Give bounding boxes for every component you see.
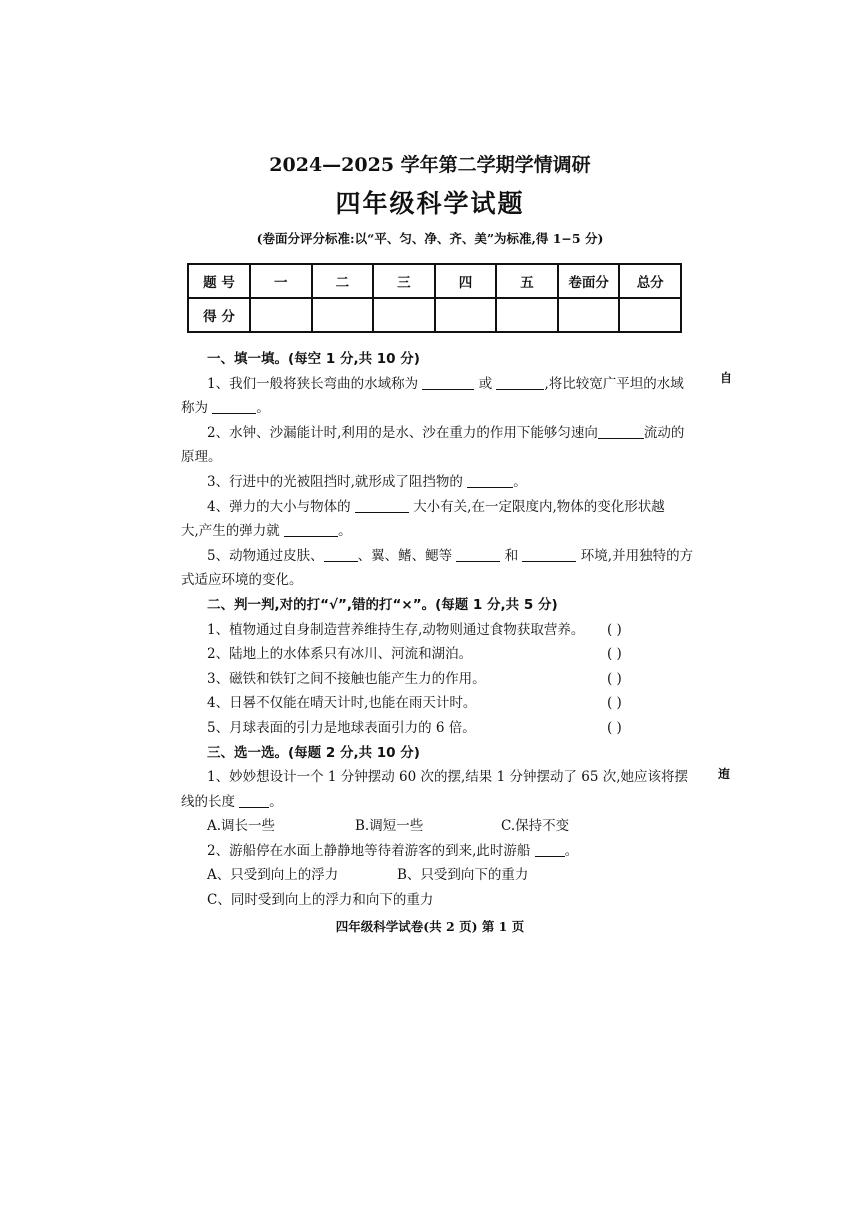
answer-blank[interactable] [324,547,358,562]
answer-parentheses[interactable]: ( ) [607,646,622,663]
fill-question-3 [181,470,691,495]
cq2-text-b: 。 [564,842,579,859]
answer-blank[interactable] [456,547,500,562]
judge-statement: 4、日晷不仅能在晴天计时,也能在雨天计时。 [207,695,477,712]
cq2-text-a: 2、游船停在水面上静静地等待着游客的到来,此时游船 [207,842,531,859]
answer-blank[interactable] [212,399,256,414]
score-header-5: 五 [496,264,558,298]
section3-title: 三、选一选。(每题 2 分,共 10 分) [207,744,420,761]
score-cell [496,298,558,332]
score-cell [250,298,312,332]
score-header-question-no: 题 号 [188,264,250,298]
choice-question-2-options-cont [181,888,691,913]
exam-period-title: 2024—2025 学年第二学期学情调研 [269,154,591,176]
q4-text-a: 4、弹力的大小与物体的 [207,498,351,515]
option-c[interactable]: C、同时受到向上的浮力和向下的重力 [207,892,434,909]
score-header-1: 一 [250,264,312,298]
answer-blank[interactable] [239,793,269,808]
cq1-text-b: 线的长度 [181,793,235,810]
cq1-text-a: 1、妙妙想设计一个 1 分钟摆动 60 次的摆,结果 1 分钟摆动了 65 次,她应该将摆 [207,769,689,786]
judge-item-2 [181,642,691,667]
q1-text-a: 1、我们一般将狭长弯曲的水域称为 [207,375,419,392]
question-content [181,347,694,913]
q2-text-a: 2、水钟、沙漏能计时,利用的是水、沙在重力的作用下能够匀速向 [207,424,598,441]
fill-question-4-cont [181,519,691,544]
judge-statement: 3、磁铁和铁钉之间不接触也能产生力的作用。 [207,670,486,687]
score-cell [558,298,620,332]
q2-text-b: 流动的 [643,424,685,441]
q5-text-a: 5、动物通过皮肤、 [207,547,324,564]
margin-mark-middle: 迶 [718,767,731,781]
score-header-total: 总分 [619,264,681,298]
judge-statement: 2、陆地上的水体系只有冰川、河流和湖泊。 [207,646,473,663]
score-table-score-row [188,298,681,332]
q3-text-a: 3、行进中的光被阻挡时,就形成了阻挡物的 [207,473,463,490]
q1-text-b: 或 [478,375,493,392]
fill-question-4 [181,495,691,520]
answer-parentheses[interactable]: ( ) [607,719,622,736]
q5-text-e: 式适应环境的变化。 [181,572,303,589]
answer-blank[interactable] [284,522,338,537]
fill-question-2-cont [181,445,691,470]
q4-text-b: 大小有关,在一定限度内,物体的变化形状越 [413,498,665,515]
score-row-label: 得 分 [188,298,250,332]
answer-parentheses[interactable]: ( ) [607,670,622,687]
fill-question-2 [181,421,691,446]
q5-text-b: 、翼、鳍、鳃等 [357,547,453,564]
option-c[interactable]: C.保持不变 [501,818,570,835]
option-a[interactable]: A.调长一些 [207,818,276,835]
section1-title: 一、填一填。(每空 1 分,共 10 分) [207,351,420,367]
answer-parentheses[interactable]: ( ) [607,621,622,638]
choice-question-2 [181,839,691,864]
score-table-header-row [188,264,681,298]
judge-statement: 1、植物通过自身制造营养维持生存,动物则通过食物获取营养。 [207,621,585,638]
score-header-2: 二 [312,264,374,298]
q1-text-c: ,将比较宽广平坦的水域 [544,375,684,392]
answer-blank[interactable] [496,375,544,390]
fill-question-5-cont [181,568,691,593]
q5-text-c: 和 [504,547,519,564]
score-cell [312,298,374,332]
cq1-text-c: 。 [269,793,283,810]
option-b[interactable]: B.调短一些 [355,818,424,835]
answer-blank[interactable] [467,473,513,488]
choice-question-1-options [181,814,691,839]
judge-item-1 [181,618,691,643]
answer-parentheses[interactable]: ( ) [607,695,622,712]
exam-subject-title: 四年级科学试题 [335,189,525,218]
score-header-neatness: 卷面分 [558,264,620,298]
score-table [187,263,682,333]
q4-text-d: 。 [338,523,352,540]
q3-text-b: 。 [513,473,527,490]
fill-question-5 [181,544,694,569]
judge-item-5 [181,716,691,741]
q2-text-c: 原理。 [181,449,222,466]
q1-text-d: 称为 [181,400,208,417]
score-header-4: 四 [435,264,497,298]
fill-question-1 [181,372,691,397]
judge-statement: 5、月球表面的引力是地球表面引力的 6 倍。 [207,719,476,736]
choice-question-1 [181,765,691,790]
neatness-scoring-note: (卷面分评分标准:以“平、匀、净、齐、美”为标准,得 1−5 分) [256,231,604,246]
choice-question-2-options [181,863,691,888]
answer-blank[interactable] [535,842,565,857]
q5-text-d: 环境,并用独特的方 [580,547,694,564]
option-b[interactable]: B、只受到向下的重力 [397,867,529,884]
score-cell [619,298,681,332]
margin-mark-top: 自 [720,371,733,385]
answer-blank[interactable] [422,375,474,390]
fill-question-1-cont [181,396,691,421]
judge-item-4 [181,691,691,716]
section2-title: 二、判一判,对的打“√”,错的打“×”。(每题 1 分,共 5 分) [207,596,558,613]
answer-blank[interactable] [522,547,576,562]
option-a[interactable]: A、只受到向上的浮力 [207,867,339,884]
q4-text-c: 大,产生的弹力就 [181,523,280,540]
q1-text-e: 。 [256,400,270,417]
score-cell [373,298,435,332]
page-footer: 四年级科学试卷(共 2 页) 第 1 页 [335,919,525,934]
choice-question-1-cont [181,790,691,815]
score-header-3: 三 [373,264,435,298]
score-cell [435,298,497,332]
answer-blank[interactable] [355,498,409,513]
judge-item-3 [181,667,691,692]
answer-blank[interactable] [598,424,644,439]
